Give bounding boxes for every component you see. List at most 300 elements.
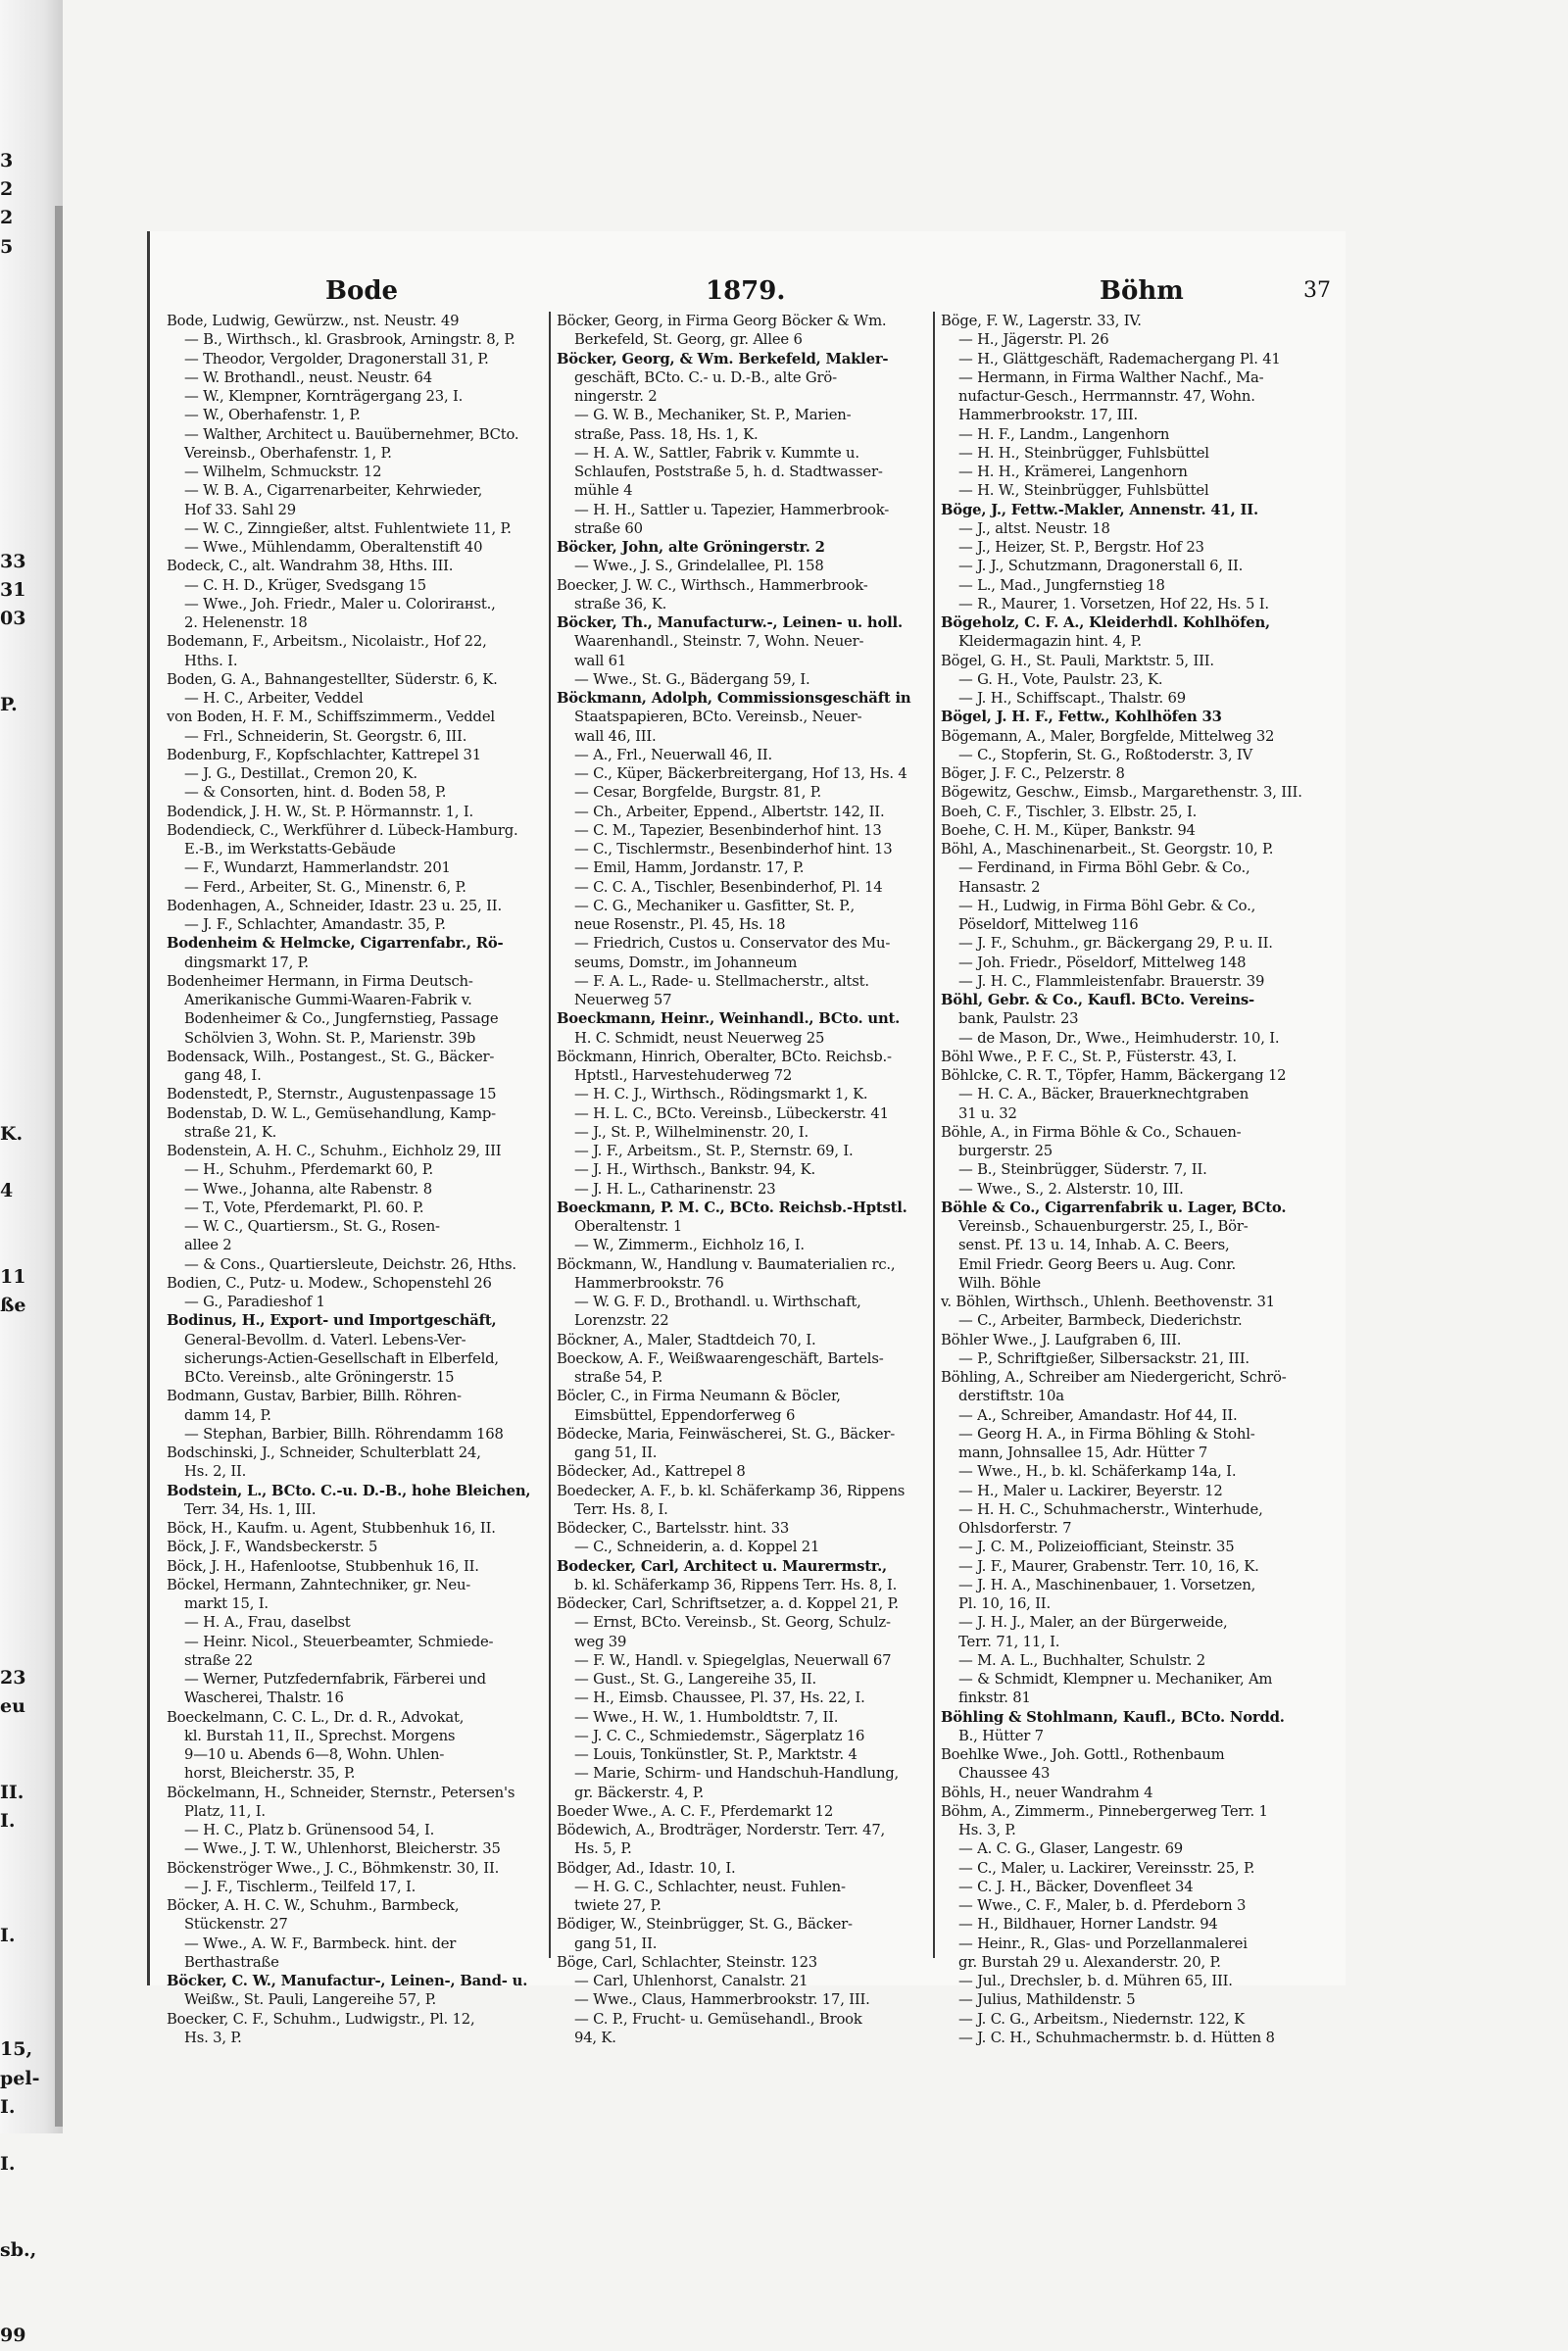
directory-entry-line: — W., Klempner, Kornträgergang 23, I. (184, 388, 464, 405)
margin-fragment: 4 (0, 1180, 14, 1202)
margin-fragment (0, 318, 45, 347)
directory-entry-line: straße 54, P. (574, 1369, 663, 1386)
directory-entry-line: — J. C. C., Schmiedemstr., Sägerplatz 16 (574, 1727, 865, 1744)
directory-entry-line: Boeh, C. F., Tischler, 3. Elbstr. 25, I. (941, 803, 1198, 820)
directory-entry-line: Boecker, J. W. C., Wirthsch., Hammerbrook- (557, 576, 868, 594)
directory-entry-line: Boehlke Wwe., Joh. Gottl., Rothenbaum (941, 1746, 1225, 1763)
directory-entry-line: — Julius, Mathildenstr. 5 (958, 1991, 1136, 2009)
directory-entry-line: dingsmarkt 17, P. (184, 954, 309, 971)
margin-fragment (0, 633, 45, 661)
directory-entry-line: gang 48, I. (184, 1067, 262, 1084)
directory-entry-line: kl. Burstah 11, II., Sprechst. Morgens (184, 1727, 456, 1744)
directory-entry-line: straße 22 (184, 1651, 253, 1669)
directory-entry-line: Waarenhandl., Steinstr. 7, Wohn. Neuer- (574, 633, 864, 651)
margin-fragment (0, 1836, 45, 1864)
margin-fragment (0, 806, 45, 834)
directory-entry-line: Terr. Hs. 8, I. (574, 1500, 668, 1518)
directory-entry-line: — G. W. B., Mechaniker, St. P., Marien- (574, 407, 852, 424)
directory-entry-line: — G., Paradieshof 1 (184, 1294, 325, 1310)
directory-entry-line: Böckel, Hermann, Zahntechniker, gr. Neu- (167, 1576, 471, 1593)
directory-entry-line: — J. H. A., Maschinenbauer, 1. Vorsetzen, (958, 1576, 1256, 1593)
directory-entry-line: Bödger, Ad., Idastr. 10, I. (557, 1859, 736, 1877)
margin-fragment (0, 834, 45, 862)
directory-entry-line: Boeckmann, P. M. C., BCto. Reichsb.-Hptstl. (557, 1199, 907, 1216)
directory-entry-line: — W., Zimmerm., Eichholz 16, I. (574, 1237, 805, 1254)
directory-entry-line: — A., Schreiber, Amandastr. Hof 44, II. (958, 1406, 1238, 1424)
margin-fragment (0, 1406, 45, 1435)
directory-entry-line: — L., Mad., Jungfernstieg 18 (958, 576, 1165, 594)
directory-entry-line: Böhle & Co., Cigarrenfabrik u. Lager, BCto. (941, 1199, 1287, 1216)
margin-fragment (0, 1721, 45, 1749)
margin-fragment (0, 405, 45, 433)
directory-entry-line: — C. J. H., Bäcker, Dovenfleet 34 (958, 1878, 1194, 1895)
directory-entry-line: gr. Bäckerstr. 4, P. (574, 1784, 704, 1801)
directory-entry-line: — W. G. F. D., Brothandl. u. Wirthschaft, (574, 1294, 861, 1310)
directory-entry-line: Boedecker, A. F., b. kl. Schäferkamp 36, Rippens (557, 1482, 906, 1499)
directory-entry-line: Kleidermagazin hint. 4, P. (958, 633, 1142, 651)
directory-entry-line: — Wwe., Claus, Hammerbrookstr. 17, III. (574, 1991, 870, 2009)
directory-entry-line: — H. H. C., Schuhmacherstr., Winterhude, (958, 1500, 1263, 1518)
directory-entry-line: — Wwe., H., b. kl. Schäferkamp 14a, I. (958, 1463, 1237, 1481)
margin-fragment (0, 1979, 45, 2007)
directory-entry-line: Boehe, C. H. M., Küper, Bankstr. 94 (941, 821, 1196, 839)
directory-entry-line: 9—10 u. Abends 6—8, Wohn. Uhlen- (184, 1746, 445, 1763)
margin-fragment (0, 376, 45, 405)
directory-entry-line: damm 14, P. (184, 1406, 271, 1424)
directory-entry-line: — & Schmidt, Klempner u. Mechaniker, Am (958, 1671, 1273, 1688)
margin-fragment (0, 1235, 45, 1263)
directory-entry-line: — A. C. G., Glaser, Langestr. 69 (958, 1840, 1184, 1858)
directory-entry-line: Böck, J. H., Hafenlootse, Stubbenhuk 16, II. (167, 1557, 479, 1575)
directory-entry-line: Böhm, A., Zimmerm., Pinnebergerweg Terr. 1 (941, 1802, 1268, 1820)
directory-entry-line: Terr. 71, 11, I. (958, 1633, 1060, 1650)
directory-entry-line: Bodenstedt, P., Sternstr., Augustenpassage 15 (167, 1086, 497, 1103)
directory-entry-line: sicherungs-Actien-Gesellschaft in Elberfeld, (184, 1349, 499, 1367)
margin-fragment: I. (0, 1809, 16, 1832)
facing-page-margin-fragments (0, 147, 45, 2351)
directory-entry-line: — J. C. H., Schuhmachermstr. b. d. Hütten 8 (958, 2029, 1275, 2046)
directory-entry-line: Chaussee 43 (958, 1765, 1051, 1783)
directory-entry-line: — Louis, Tonkünstler, St. P., Marktstr. 4 (574, 1746, 858, 1763)
directory-entry-line: — Hermann, in Firma Walther Nachf., Ma- (958, 368, 1264, 386)
margin-fragment: P. (0, 693, 18, 715)
margin-fragment (0, 1521, 45, 1549)
directory-entry-line: Böcker, Georg, & Wm. Berkefeld, Makler- (557, 350, 889, 367)
directory-entry-line: — F., Wundarzt, Hammerlandstr. 201 (184, 859, 451, 877)
directory-entry-line: Böhl Wwe., P. F. C., St. P., Füsterstr. 43, I. (941, 1048, 1237, 1065)
directory-entry-line: Terr. 34, Hs. 1, III. (184, 1500, 317, 1518)
directory-entry-line: — H., Glättgeschäft, Rademachergang Pl. 41 (958, 350, 1281, 367)
directory-entry-line: — H. H., Sattler u. Tapezier, Hammerbrook- (574, 501, 890, 518)
margin-fragment (0, 262, 45, 290)
directory-entry-line: — Ernst, BCto. Vereinsb., St. Georg, Schulz- (574, 1614, 891, 1632)
directory-entry-line: — H. G. C., Schlachter, neust. Fuhlen- (574, 1878, 846, 1895)
margin-fragment (0, 462, 45, 490)
directory-entry-line: — W., Oberhafenstr. 1, P. (184, 407, 361, 424)
directory-entry-line: straße 21, K. (184, 1123, 277, 1141)
directory-entry-line: — J. F., Schlachter, Amandastr. 35, P. (184, 916, 446, 933)
directory-entry-line: b. kl. Schäferkamp 36, Rippens Terr. Hs. 8, I. (574, 1576, 898, 1593)
directory-entry-line: — C. H. D., Krüger, Svedsgang 15 (184, 576, 426, 594)
margin-fragment: 33 (0, 550, 26, 572)
directory-entry-line: Bodenstab, D. W. L., Gemüsehandlung, Kamp- (167, 1104, 496, 1122)
margin-fragment: II. (0, 1781, 24, 1803)
directory-entry-line: Böhle, A., in Firma Böhle & Co., Schauen- (941, 1123, 1242, 1141)
directory-column-2 (557, 312, 937, 2047)
directory-entry-line: Bödecker, Ad., Kattrepel 8 (557, 1463, 746, 1481)
directory-entry-line: — Ferdinand, in Firma Böhl Gebr. & Co., (958, 859, 1250, 877)
directory-entry-line: — Wwe., Johanna, alte Rabenstr. 8 (184, 1180, 432, 1198)
directory-entry-line: — W. Brothandl., neust. Neustr. 64 (184, 368, 432, 386)
margin-fragment: 3 (0, 150, 14, 171)
directory-entry-line: E.-B., im Werkstatts-Gebäude (184, 841, 396, 857)
directory-entry-line: Schlaufen, Poststraße 5, h. d. Stadtwasser- (574, 464, 883, 480)
margin-fragment (0, 1864, 45, 1892)
directory-entry-line: — Frl., Schneiderin, St. Georgstr. 6, III. (184, 727, 467, 745)
directory-entry-line: Bodstein, L., BCto. C.-u. D.-B., hohe Bleichen, (167, 1482, 531, 1499)
directory-entry-line: — Marie, Schirm- und Handschuh-Handlung, (574, 1765, 900, 1783)
directory-entry-line: Vereinsb., Oberhafenstr. 1, P. (184, 444, 392, 462)
directory-entry-line: — J. H. C., Flammleistenfabr. Brauerstr. 39 (958, 972, 1265, 990)
directory-entry-line: Boeckow, A. F., Weißwaarengeschäft, Bartels- (557, 1349, 884, 1367)
directory-entry-line: Hs. 2, II. (184, 1463, 247, 1481)
page-header (157, 276, 1333, 316)
margin-fragment (0, 1463, 45, 1492)
directory-entry-line: 31 u. 32 (958, 1104, 1017, 1122)
margin-fragment: 5 (0, 235, 14, 258)
margin-fragment (0, 2265, 45, 2293)
margin-fragment (0, 1149, 45, 1177)
directory-entry-line: — Wwe., Joh. Friedr., Maler u. Colorirанst., (184, 595, 496, 612)
directory-entry-line: — J. F., Tischlerm., Teilfeld 17, I. (184, 1878, 416, 1895)
margin-fragment (0, 433, 45, 462)
margin-fragment (0, 1063, 45, 1092)
directory-entry-line: geschäft, BCto. C.- u. D.-B., alte Grö- (574, 368, 837, 386)
directory-entry-line: Hs. 3, P. (958, 1822, 1016, 1838)
directory-entry-line: nufactur-Gesch., Herrmannstr. 47, Wohn. (958, 388, 1255, 405)
directory-entry-line: Böger, J. F. C., Pelzerstr. 8 (941, 765, 1125, 782)
directory-entry-line: — J., St. P., Wilhelminenstr. 20, I. (574, 1123, 808, 1141)
directory-entry-line: Bödecker, C., Bartelsstr. hint. 33 (557, 1520, 790, 1537)
directory-entry-line: — Wwe., J. T. W., Uhlenhorst, Bleicherstr. 35 (184, 1840, 501, 1858)
directory-entry-line: Bodenburg, F., Kopfschlachter, Kattrepel 31 (167, 746, 481, 763)
directory-entry-line: Bodendick, J. H. W., St. P. Hörmannstr. 1, I. (167, 803, 474, 820)
directory-entry-line: Hof 33. Sahl 29 (184, 501, 296, 518)
directory-entry-line: neue Rosenstr., Pl. 45, Hs. 18 (574, 916, 786, 933)
directory-entry-line: Böckner, A., Maler, Stadtdeich 70, I. (557, 1331, 816, 1348)
directory-entry-line: — & Consorten, hint. d. Boden 58, P. (184, 784, 447, 802)
margin-fragment: K. (0, 1122, 24, 1145)
margin-fragment (0, 1578, 45, 1606)
directory-entry-line: — J. F., Arbeitsm., St. P., Sternstr. 69, I. (574, 1143, 854, 1159)
margin-fragment (0, 1320, 45, 1348)
directory-entry-line: — J. J., Schutzmann, Dragonerstall 6, II. (958, 558, 1244, 575)
directory-entry-line: Neuerweg 57 (574, 992, 672, 1008)
directory-entry-line: Bögel, G. H., St. Pauli, Marktstr. 5, III. (941, 652, 1214, 669)
margin-fragment (0, 1435, 45, 1463)
directory-entry-line: Berthastraße (184, 1953, 279, 1971)
directory-entry-line: — H. L. C., BCto. Vereinsb., Lübeckerstr. 41 (574, 1104, 889, 1122)
directory-entry-line: — Carl, Uhlenhorst, Canalstr. 21 (574, 1973, 808, 1989)
directory-entry-line: — F. W., Handl. v. Spiegelglas, Neuerwall 67 (574, 1651, 892, 1669)
directory-entry-line: Bodemann, F., Arbeitsm., Nicolaistr., Hof 22, (167, 633, 487, 651)
directory-entry-line: markt 15, I. (184, 1595, 269, 1612)
directory-entry-line: — Joh. Friedr., Pöseldorf, Mittelweg 148 (958, 954, 1247, 971)
directory-entry-line: — Cesar, Borgfelde, Burgstr. 81, P. (574, 784, 822, 802)
directory-entry-line: gang 51, II. (574, 1445, 658, 1461)
margin-fragment (0, 776, 45, 805)
margin-fragment (0, 1005, 45, 1034)
directory-entry-line: — P., Schriftgießer, Silbersackstr. 21, III. (958, 1349, 1250, 1367)
directory-entry-line: B., Hütter 7 (958, 1727, 1044, 1744)
directory-entry-line: — Werner, Putzfedernfabrik, Färberei und (184, 1671, 486, 1688)
margin-fragment (0, 662, 45, 691)
directory-entry-line: Bögel, J. H. F., Fettw., Kohlhöfen 33 (941, 709, 1222, 726)
directory-entry-line: — Wwe., A. W. F., Barmbeck. hint. der (184, 1935, 457, 1952)
directory-entry-line: — Gust., St. G., Langereihe 35, II. (574, 1671, 816, 1688)
directory-entry-line: — Wwe., Mühlendamm, Oberaltenstift 40 (184, 539, 483, 556)
margin-fragment (0, 1378, 45, 1406)
directory-entry-line: Bodeck, C., alt. Wandrahm 38, Hths. III. (167, 558, 454, 575)
directory-entry-line: Bodensack, Wilh., Postangest., St. G., Bäcker- (167, 1048, 495, 1065)
directory-entry-line: — B., Wirthsch., kl. Grasbrook, Arningstr. 8, P. (184, 331, 515, 349)
directory-entry-line: Staatspapieren, BCto. Vereinsb., Neuer- (574, 709, 862, 726)
margin-fragment (0, 1950, 45, 1979)
header-year: 1879. (706, 276, 786, 306)
directory-entry-line: wall 61 (574, 652, 627, 669)
margin-fragment: pel- (0, 2067, 40, 2089)
margin-fragment (0, 1549, 45, 1578)
directory-entry-line: — Wwe., St. G., Bädergang 59, I. (574, 670, 810, 688)
column-divider (549, 312, 551, 1958)
directory-entry-line: ningerstr. 2 (574, 388, 658, 405)
directory-entry-line: Oberaltenstr. 1 (574, 1218, 683, 1235)
directory-entry-line: Boeckelmann, C. C. L., Dr. d. R., Advokat, (167, 1708, 465, 1726)
directory-entry-line: — J., Heizer, St. P., Bergstr. Hof 23 (958, 539, 1204, 556)
margin-fragment (0, 290, 45, 318)
directory-entry-line: Bodmann, Gustav, Barbier, Billh. Röhren- (167, 1388, 462, 1405)
directory-entry-line: — H. C., Platz b. Grünensood 54, I. (184, 1822, 435, 1838)
directory-entry-line: straße 60 (574, 519, 643, 537)
directory-entry-line: Böhlcke, C. R. T., Töpfer, Hamm, Bäckergang 12 (941, 1067, 1287, 1084)
margin-fragment: sb., (0, 2238, 37, 2261)
margin-fragment: 23 (0, 1666, 26, 1689)
directory-entry-line: — M. A. L., Buchhalter, Schulstr. 2 (958, 1651, 1205, 1669)
directory-entry-line: — H. A., Frau, daselbst (184, 1614, 351, 1632)
directory-entry-line: Böckelmann, H., Schneider, Sternstr., Petersen's (167, 1784, 515, 1801)
margin-fragment: 15, (0, 2038, 33, 2061)
directory-entry-line: seums, Domstr., im Johanneum (574, 954, 798, 971)
margin-fragment: ße (0, 1295, 26, 1317)
directory-entry-line: — H. A. W., Sattler, Fabrik v. Kummte u. (574, 444, 859, 462)
margin-fragment (0, 490, 45, 518)
directory-entry-line: — H. C. A., Bäcker, Brauerknechtgraben (958, 1086, 1250, 1103)
directory-column-1 (167, 312, 547, 2047)
directory-entry-line: — J., altst. Neustr. 18 (958, 519, 1110, 537)
margin-fragment: I. (0, 1924, 16, 1946)
directory-entry-line: — Wilhelm, Schmuckstr. 12 (184, 464, 382, 480)
directory-entry-line: — de Mason, Dr., Wwe., Heimhuderstr. 10, I. (958, 1029, 1280, 1047)
directory-entry-line: Eimsbüttel, Eppendorferweg 6 (574, 1406, 796, 1424)
directory-entry-line: Bodenheim & Helmcke, Cigarrenfabr., Rö- (167, 935, 504, 953)
directory-entry-line: Böckmann, Adolph, Commissionsgeschäft in (557, 690, 911, 707)
margin-fragment: I. (0, 2095, 16, 2118)
directory-entry-line: — Friedrich, Custos u. Conservator des Mu- (574, 935, 891, 953)
directory-entry-line: — H. C. J., Wirthsch., Rödingsmarkt 1, K. (574, 1086, 868, 1103)
margin-fragment (0, 862, 45, 891)
margin-fragment (0, 2293, 45, 2322)
directory-entry-line: — C., Stopferin, St. G., Roßtoderstr. 3, IV (958, 746, 1252, 763)
directory-entry-line: — C., Maler, u. Lackirer, Vereinsstr. 25, P. (958, 1859, 1255, 1877)
directory-entry-line: Bödecker, Carl, Schriftsetzer, a. d. Koppel 21, P. (557, 1595, 899, 1612)
directory-entry-line: — Stephan, Barbier, Billh. Röhrendamm 168 (184, 1425, 504, 1443)
directory-entry-line: — H., Ludwig, in Firma Böhl Gebr. & Co., (958, 897, 1256, 914)
directory-entry-line: Bödecke, Maria, Feinwäscherei, St. G., Bäcker- (557, 1425, 896, 1443)
directory-entry-line: Hansastr. 2 (958, 878, 1041, 896)
directory-entry-line: Bodinus, H., Export- und Importgeschäft, (167, 1312, 497, 1330)
margin-fragment (0, 2122, 45, 2150)
margin-fragment (0, 1493, 45, 1521)
directory-entry-line: Vereinsb., Schauenburgerstr. 25, I., Bör- (958, 1218, 1249, 1235)
directory-entry-line: — H., Schuhm., Pferdemarkt 60, P. (184, 1161, 433, 1179)
margin-fragment (0, 1092, 45, 1120)
directory-entry-line: Lorenzstr. 22 (574, 1312, 669, 1330)
directory-entry-line: Bodenheimer & Co., Jungfernstieg, Passage (184, 1010, 499, 1028)
directory-entry-line: Böge, J., Fettw.-Makler, Annenstr. 41, II. (941, 501, 1258, 518)
directory-entry-line: burgerstr. 25 (958, 1143, 1053, 1159)
margin-fragment (0, 949, 45, 977)
directory-entry-line: — W. C., Zinngießer, altst. Fuhlentwiete 11, P. (184, 519, 512, 537)
directory-entry-line: Böcker, A. H. C. W., Schuhm., Barmbeck, (167, 1897, 460, 1914)
directory-entry-line: — H., Maler u. Lackirer, Beyerstr. 12 (958, 1482, 1223, 1499)
margin-fragment (0, 1892, 45, 1921)
directory-entry-line: — C. G., Mechaniker u. Gasfitter, St. P., (574, 897, 855, 914)
directory-entry-line: Ohlsdorferstr. 7 (958, 1520, 1072, 1537)
directory-entry-line: mann, Johnsallee 15, Adr. Hütter 7 (958, 1445, 1208, 1461)
directory-entry-line: Hs. 3, P. (184, 2029, 242, 2046)
margin-fragment (0, 1206, 45, 1235)
margin-fragment (0, 2179, 45, 2207)
directory-entry-line: Bodenstein, A. H. C., Schuhm., Eichholz 29, III (167, 1143, 502, 1159)
directory-entry-line: — H. H., Steinbrügger, Fuhlsbüttel (958, 444, 1209, 462)
directory-entry-line: weg 39 (574, 1633, 627, 1650)
directory-entry-line: — Heinr. Nicol., Steuerbeamter, Schmiede- (184, 1633, 494, 1650)
directory-entry-line: Bodenhagen, A., Schneider, Idastr. 23 u. 25, II. (167, 897, 502, 914)
margin-fragment: eu (0, 1694, 25, 1717)
directory-entry-line: Bögeholz, C. F. A., Kleiderhdl. Kohlhöfen, (941, 614, 1270, 631)
directory-entry-line: — H., Eimsb. Chaussee, Pl. 37, Hs. 22, I. (574, 1690, 865, 1707)
directory-entry-line: — J. H. J., Maler, an der Bürgerweide, (958, 1614, 1228, 1632)
directory-entry-line: — Georg H. A., in Firma Böhling & Stohl- (958, 1425, 1255, 1443)
directory-entry-line: Weißw., St. Pauli, Langereihe 57, P. (184, 1991, 437, 2009)
directory-entry-line: Bode, Ludwig, Gewürzw., nst. Neustr. 49 (167, 313, 460, 329)
margin-fragment (0, 1349, 45, 1378)
directory-entry-line: — W. B. A., Cigarrenarbeiter, Kehrwieder, (184, 482, 483, 500)
directory-entry-line: Bögewitz, Geschw., Eimsb., Margarethenstr. 3, III. (941, 784, 1302, 802)
directory-entry-line: Boeder Wwe., A. C. F., Pferdemarkt 12 (557, 1802, 834, 1820)
page-gutter-edge (55, 206, 63, 2127)
directory-entry-line: — J. H., Wirthsch., Bankstr. 94, K. (574, 1161, 816, 1179)
directory-entry-line: horst, Bleicherstr. 35, P. (184, 1765, 356, 1783)
margin-fragment: 03 (0, 608, 26, 630)
directory-entry-line: Böge, F. W., Lagerstr. 33, IV. (941, 313, 1142, 329)
directory-entry-line: Platz, 11, I. (184, 1802, 266, 1820)
directory-entry-line: — J. G., Destillat., Cremon 20, K. (184, 765, 417, 782)
directory-entry-line: v. Böhlen, Wirthsch., Uhlenh. Beethovenstr. 31 (941, 1294, 1275, 1310)
margin-fragment (0, 719, 45, 748)
directory-entry-line: Berkefeld, St. Georg, gr. Allee 6 (574, 331, 803, 349)
margin-fragment (0, 891, 45, 919)
directory-entry-line: — Wwe., H. W., 1. Humboldtstr. 7, II. (574, 1708, 839, 1726)
directory-entry-line: — H. F., Landm., Langenhorn (958, 425, 1170, 443)
directory-entry-line: bank, Paulstr. 23 (958, 1010, 1079, 1028)
directory-entry-line: Böhl, A., Maschinenarbeit., St. Georgstr. 10, P. (941, 841, 1274, 857)
directory-entry-line: Böckmann, Hinrich, Oberalter, BCto. Reichsb.- (557, 1048, 892, 1065)
directory-entry-line: Hs. 5, P. (574, 1840, 632, 1858)
directory-entry-line: Wilh. Böhle (958, 1274, 1041, 1292)
directory-entry-line: — H., Bildhauer, Horner Landstr. 94 (958, 1916, 1218, 1934)
directory-entry-line: Böcker, John, alte Gröningerstr. 2 (557, 539, 825, 556)
directory-entry-line: Böcler, C., in Firma Neumann & Böcler, (557, 1388, 841, 1405)
directory-entry-line: Böhler Wwe., J. Laufgraben 6, III. (941, 1331, 1182, 1348)
directory-entry-line: — C. P., Frucht- u. Gemüsehandl., Brook (574, 2010, 862, 2028)
directory-entry-line: allee 2 (184, 1237, 232, 1254)
directory-entry-line: 94, K. (574, 2029, 616, 2046)
margin-fragment (0, 2007, 45, 2035)
directory-entry-line: — J. H., Schiffscapt., Thalstr. 69 (958, 690, 1186, 707)
directory-entry-line: — H. H., Krämerei, Langenhorn (958, 464, 1188, 480)
directory-entry-line: Böge, Carl, Schlachter, Steinstr. 123 (557, 1953, 817, 1971)
directory-entry-line: Bodschinski, J., Schneider, Schulterblatt 24, (167, 1445, 481, 1461)
margin-fragment (0, 919, 45, 948)
directory-entry-line: — G. H., Vote, Paulstr. 23, K. (958, 670, 1163, 688)
directory-entry-line: derstiftstr. 10a (958, 1388, 1064, 1405)
directory-entry-line: — Heinr., R., Glas- und Porzellanmalerei (958, 1935, 1248, 1952)
directory-entry-line: Böcker, C. W., Manufactur-, Leinen-, Band- u. (167, 1973, 528, 1989)
directory-entry-line: Böck, J. F., Wandsbeckerstr. 5 (167, 1539, 378, 1556)
directory-entry-line: — Wwe., J. S., Grindelallee, Pl. 158 (574, 558, 824, 575)
directory-entry-line: Böckenströger Wwe., J. C., Böhmkenstr. 30, II. (167, 1859, 500, 1877)
directory-entry-line: twiete 27, P. (574, 1897, 662, 1914)
directory-entry-line: General-Bevollm. d. Vaterl. Lebens-Ver- (184, 1331, 466, 1348)
directory-entry-line: — W. C., Quartiersm., St. G., Rosen- (184, 1218, 440, 1235)
directory-entry-line: Bödewich, A., Brodträger, Norderstr. Terr. 47, (557, 1822, 886, 1838)
margin-fragment: 31 (0, 579, 26, 602)
margin-fragment (0, 519, 45, 548)
directory-column-3 (941, 312, 1333, 2047)
directory-entry-line: — H. C., Arbeiter, Veddel (184, 690, 364, 707)
directory-entry-line: von Boden, H. F. M., Schiffszimmerm., Veddel (167, 709, 495, 726)
margin-fragment (0, 347, 45, 375)
directory-entry-line: — Emil, Hamm, Jordanstr. 17, P. (574, 859, 805, 877)
directory-entry-line: — J. F., Maurer, Grabenstr. Terr. 10, 16, K. (958, 1557, 1259, 1575)
directory-entry-line: finkstr. 81 (958, 1690, 1031, 1707)
directory-entry-line: Boecker, C. F., Schuhm., Ludwigstr., Pl. 12, (167, 2010, 475, 2028)
directory-entry-line: gang 51, II. (574, 1935, 658, 1952)
margin-fragment (0, 1749, 45, 1778)
directory-entry-line: — Theodor, Vergolder, Dragonerstall 31, P. (184, 350, 489, 367)
directory-entry-line: Schölvien 3, Wohn. St. P., Marienstr. 39b (184, 1029, 476, 1047)
directory-entry-line: Emil Friedr. Georg Beers u. Aug. Conr. (958, 1255, 1236, 1273)
margin-fragment: 11 (0, 1265, 26, 1288)
directory-entry-line: Boden, G. A., Bahnangestellter, Süderstr. 6, K. (167, 670, 498, 688)
margin-fragment (0, 1636, 45, 1664)
directory-entry-line: — Wwe., C. F., Maler, b. d. Pferdeborn 3 (958, 1897, 1247, 1914)
directory-entry-line: — C., Küper, Bäckerbreitergang, Hof 13, Hs. 4 (574, 765, 907, 782)
directory-entry-line: — T., Vote, Pferdemarkt, Pl. 60. P. (184, 1199, 424, 1216)
margin-fragment: 99 (0, 2325, 26, 2347)
directory-entry-line: Bögemann, A., Maler, Borgfelde, Mittelweg 32 (941, 727, 1275, 745)
